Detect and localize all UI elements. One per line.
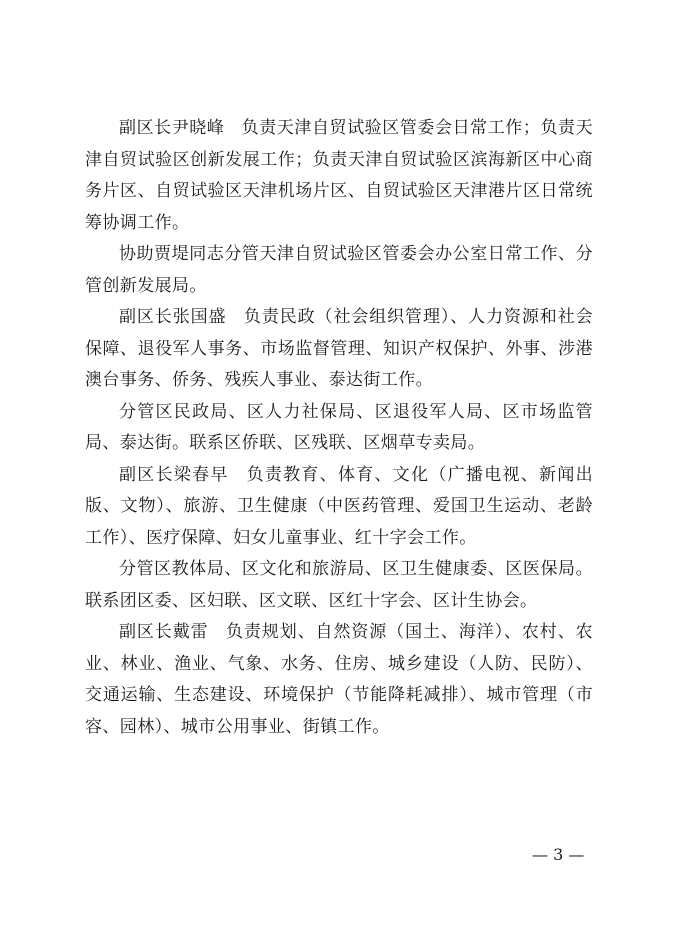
- paragraph-dai-lei: [85, 617, 593, 743]
- paragraph-assist-jia-di: [85, 239, 593, 302]
- official-title: 副区长梁春早: [119, 464, 229, 485]
- duty-text: 协助贾堤同志分管天津自贸试验区管委会办公室日常工作、分管创新发展局。: [85, 244, 593, 296]
- official-title: 副区长张国盛: [119, 307, 227, 327]
- official-title: 副区长戴雷: [119, 622, 209, 642]
- document-body: [85, 113, 593, 743]
- paragraph-yin-xiaofeng: [85, 113, 593, 239]
- duty-text: 分管区教体局、区文化和旅游局、区卫生健康委、区医保局。联系团区委、区妇联、区文联、区红十字会、区计生协会。: [85, 559, 593, 611]
- official-title: 副区长尹晓峰: [119, 118, 225, 138]
- duty-text: 负责教育、体育、文化（广播电视、新闻出版、文物）、旅游、卫生健康（中医药管理、爱国卫生运动、老龄工作）、医疗保障、妇女儿童事业、红十字会工作。: [85, 464, 593, 548]
- duty-text: 负责民政（社会组织管理）、人力资源和社会保障、退役军人事务、市场监督管理、知识产权保护、外事、涉港澳台事务、侨务、残疾人事业、泰达街工作。: [85, 307, 593, 390]
- duty-text: 负责规划、自然资源（国土、海洋）、农村、农业、林业、渔业、气象、水务、住房、城乡建设（人防、民防）、交通运输、生态建设、环境保护（节能降耗减排）、城市管理（市容、园林）、城市公用事业、街镇工作。: [85, 622, 594, 737]
- duty-text: 分管区民政局、区人力社保局、区退役军人局、区市场监管局、泰达街。联系区侨联、区残联、区烟草专卖局。: [85, 401, 593, 453]
- duty-text: 负责天津自贸试验区管委会日常工作；负责天津自贸试验区创新发展工作；负责天津自贸试验区滨海新区中心商务片区、自贸试验区天津机场片区、自贸试验区天津港片区日常统筹协调工作。: [85, 118, 594, 233]
- page-number: — 3 —: [532, 845, 585, 864]
- paragraph-zhang-guosheng-departments: [85, 397, 593, 460]
- paragraph-zhang-guosheng: [85, 302, 593, 397]
- paragraph-liang-chunzao-departments: [85, 554, 593, 617]
- paragraph-liang-chunzao: [85, 460, 593, 555]
